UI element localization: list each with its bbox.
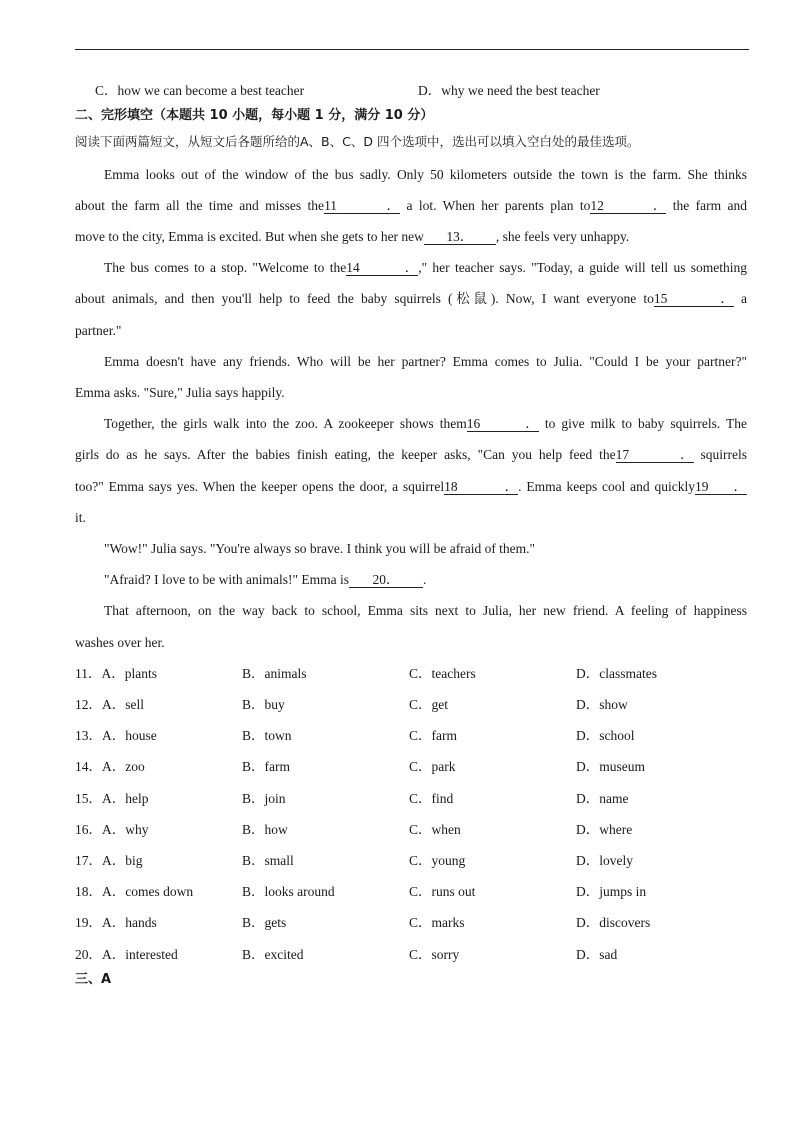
question-11-option-d: D．classmates [576, 666, 657, 681]
question-18-option-d: D．jumps in [576, 884, 647, 899]
question-12-option-c: C．get [409, 697, 448, 712]
passage-line [104, 259, 747, 277]
question-16-option-c: C．when [409, 822, 461, 837]
question-19-option-c: C．marks [409, 915, 465, 930]
passage-text: . Emma keeps cool and quickly [518, 479, 695, 494]
question-16-option-b: B．how [242, 822, 288, 837]
passage-text: move to the city, Emma is excited. But when she gets to her new [75, 229, 424, 244]
passage-line: Emma doesn't have any friends. Who will be her partner? Emma comes to Julia. "Could I be your partner?" [104, 354, 747, 369]
passage-line [104, 571, 747, 589]
question-17-option-a: 17．A．big [75, 853, 143, 868]
question-20-option-d: D．sad [576, 947, 618, 962]
blank-19: 19． [694, 479, 747, 494]
question-11-option-c: C．teachers [409, 666, 476, 681]
question-15-option-d: D．name [576, 791, 629, 806]
passage-line: That afternoon, on the way back to school, Emma sits next to Julia, her new friend. A feeling of happiness [104, 603, 747, 618]
section-3-heading: 三、A [75, 972, 112, 987]
passage-line [104, 415, 747, 433]
blank-20: 20． [349, 572, 423, 588]
question-19-option-b: B．gets [242, 915, 287, 930]
passage-text: about animals, and then you'll help to feed the baby squirrels (松鼠). Now, I want everyone to [75, 291, 654, 306]
question-13-option-d: D．school [576, 728, 635, 743]
passage-text: ," her teacher says. "Today, a guide will tell us something [418, 260, 748, 275]
passage-text: about the farm all the time and misses the [75, 198, 325, 213]
blank-17: 17． [615, 447, 694, 462]
section-heading: 二、完形填空（本题共 10 小题，每小题 1 分，满分 10 分） [75, 108, 434, 123]
passage-text: the farm and [672, 198, 748, 213]
prev-option-c: C．how we can become a best teacher [95, 83, 305, 98]
question-17-option-d: D．lovely [576, 853, 633, 868]
question-15-option-b: B．join [242, 791, 286, 806]
blank-16: 16． [466, 416, 539, 431]
question-14-option-d: D．museum [576, 759, 645, 774]
passage-text: a lot. When her parents plan to [406, 198, 591, 213]
passage-line [75, 290, 747, 308]
passage-text: a [741, 291, 747, 306]
question-18-option-a: 18．A．comes down [75, 884, 194, 899]
question-19-option-a: 19．A．hands [75, 915, 157, 930]
passage-text: girls do as he says. After the babies finish eating, the keeper asks, "Can you help feed the [75, 447, 616, 462]
passage-text: Together, the girls walk into the zoo. A zookeeper shows them [104, 416, 467, 431]
passage-text: "Afraid? I love to be with animals!" Emma is [104, 572, 349, 587]
passage-line [75, 197, 747, 215]
passage-line: partner." [75, 323, 122, 338]
question-12-option-a: 12．A．sell [75, 697, 144, 712]
passage-text: , she feels very unhappy. [495, 229, 630, 244]
question-13-option-a: 13．A．house [75, 728, 157, 743]
passage-text: . [422, 572, 427, 587]
passage-text: The bus comes to a stop. "Welcome to the [104, 260, 347, 275]
section-instruction: 阅读下面两篇短文，从短文后各题所给的A、B、C、D 四个选项中，选出可以填入空白处的最佳选项。 [75, 134, 640, 149]
question-14-option-c: C．park [409, 759, 456, 774]
blank-15: 15． [653, 291, 734, 306]
blank-13: 13． [424, 229, 496, 245]
passage-line [75, 228, 747, 246]
question-18-option-c: C．runs out [409, 884, 476, 899]
question-14-option-b: B．farm [242, 759, 290, 774]
question-16-option-a: 16．A．why [75, 822, 149, 837]
question-19-option-d: D．discovers [576, 915, 651, 930]
passage-line: it. [75, 510, 86, 525]
passage-line [75, 446, 747, 464]
passage-line: Emma asks. "Sure," Julia says happily. [75, 385, 285, 400]
passage-line: washes over her. [75, 635, 165, 650]
passage-text: to give milk to baby squirrels. The [544, 416, 747, 431]
question-13-option-b: B．town [242, 728, 292, 743]
question-17-option-c: C．young [409, 853, 466, 868]
blank-12: 12． [590, 198, 667, 213]
passage-line: "Wow!" Julia says. "You're always so brave. I think you will be afraid of them." [104, 541, 536, 556]
passage-text: squirrels [700, 447, 747, 462]
question-13-option-c: C．farm [409, 728, 457, 743]
passage-line [75, 478, 747, 496]
question-15-option-c: C．find [409, 791, 454, 806]
blank-14: 14． [346, 260, 419, 275]
question-11-option-a: 11．A．plants [75, 666, 157, 681]
question-12-option-b: B．buy [242, 697, 285, 712]
passage-line: Emma looks out of the window of the bus sadly. Only 50 kilometers outside the town is the farm. She thinks [104, 167, 747, 182]
question-20-option-c: C．sorry [409, 947, 460, 962]
question-17-option-b: B．small [242, 853, 294, 868]
question-15-option-a: 15．A．help [75, 791, 149, 806]
question-20-option-b: B．excited [242, 947, 304, 962]
question-18-option-b: B．looks around [242, 884, 335, 899]
blank-18: 18． [444, 479, 519, 494]
question-20-option-a: 20．A．interested [75, 947, 178, 962]
question-14-option-a: 14．A．zoo [75, 759, 145, 774]
blank-11: 11． [324, 198, 401, 213]
question-11-option-b: B．animals [242, 666, 307, 681]
prev-option-d: D．why we need the best teacher [418, 83, 600, 98]
question-12-option-d: D．show [576, 697, 628, 712]
question-16-option-d: D．where [576, 822, 633, 837]
header-rule [75, 49, 749, 50]
passage-text: too?" Emma says yes. When the keeper opens the door, a squirrel [75, 479, 445, 494]
